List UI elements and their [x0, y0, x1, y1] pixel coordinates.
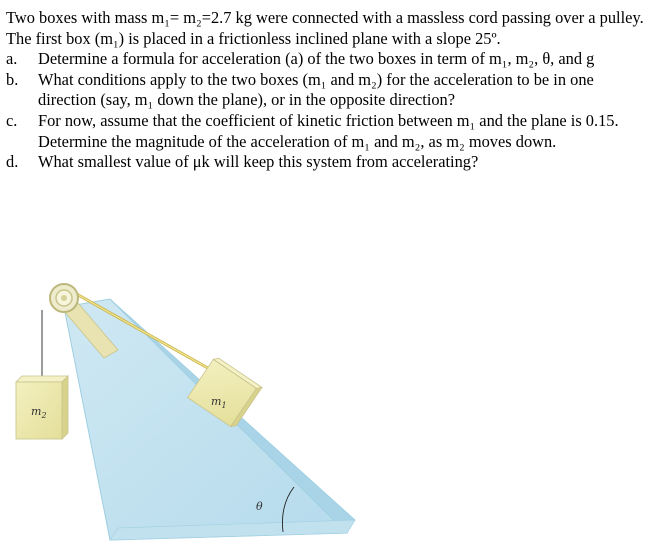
inclined-plane [64, 299, 355, 540]
box-m2 [16, 376, 68, 439]
incline-pulley-figure [0, 270, 656, 549]
part-c-marker: c. [6, 110, 18, 130]
box-m1-label: $m_1$ [211, 395, 227, 410]
part-d-text: What smallest value of μk will keep this system from accelerating? [38, 152, 479, 172]
incline-pulley-diagram [0, 270, 656, 549]
part-c [6, 111, 646, 152]
part-a-text: Determine a formula for acceleration (a) of the two boxes in term of m₁, m₂, θ, and g [38, 49, 595, 69]
part-b-marker: b. [6, 69, 19, 89]
pulley [50, 284, 78, 312]
angle-theta-label: θ [256, 500, 263, 513]
box-m2-label: $m_2$ [31, 405, 47, 420]
part-d-marker: d. [6, 152, 19, 172]
problem-statement [6, 8, 646, 173]
part-a [6, 49, 646, 70]
problem-intro: Two boxes with mass m₁= m₂=2.7 kg were connected with a massless cord passing over a pulley. The first box (m₁) is placed in a frictionless inclined plane with a slope 25º. [6, 8, 644, 48]
part-b [6, 70, 646, 111]
part-c-text: For now, assume that the coefficient of kinetic friction between m₁ and the plane is 0.15. Determine the magnitude of the acceleration of m₁ and m₂, as m₂ moves down. [38, 110, 619, 151]
part-d [6, 152, 646, 173]
part-b-text: What conditions apply to the two boxes (m₁ and m₂) for the acceleration to be in one direction (say, m₁ down the plane), or in the opposite direction? [38, 69, 594, 110]
problem-parts-list [6, 49, 646, 173]
part-a-marker: a. [6, 49, 18, 69]
